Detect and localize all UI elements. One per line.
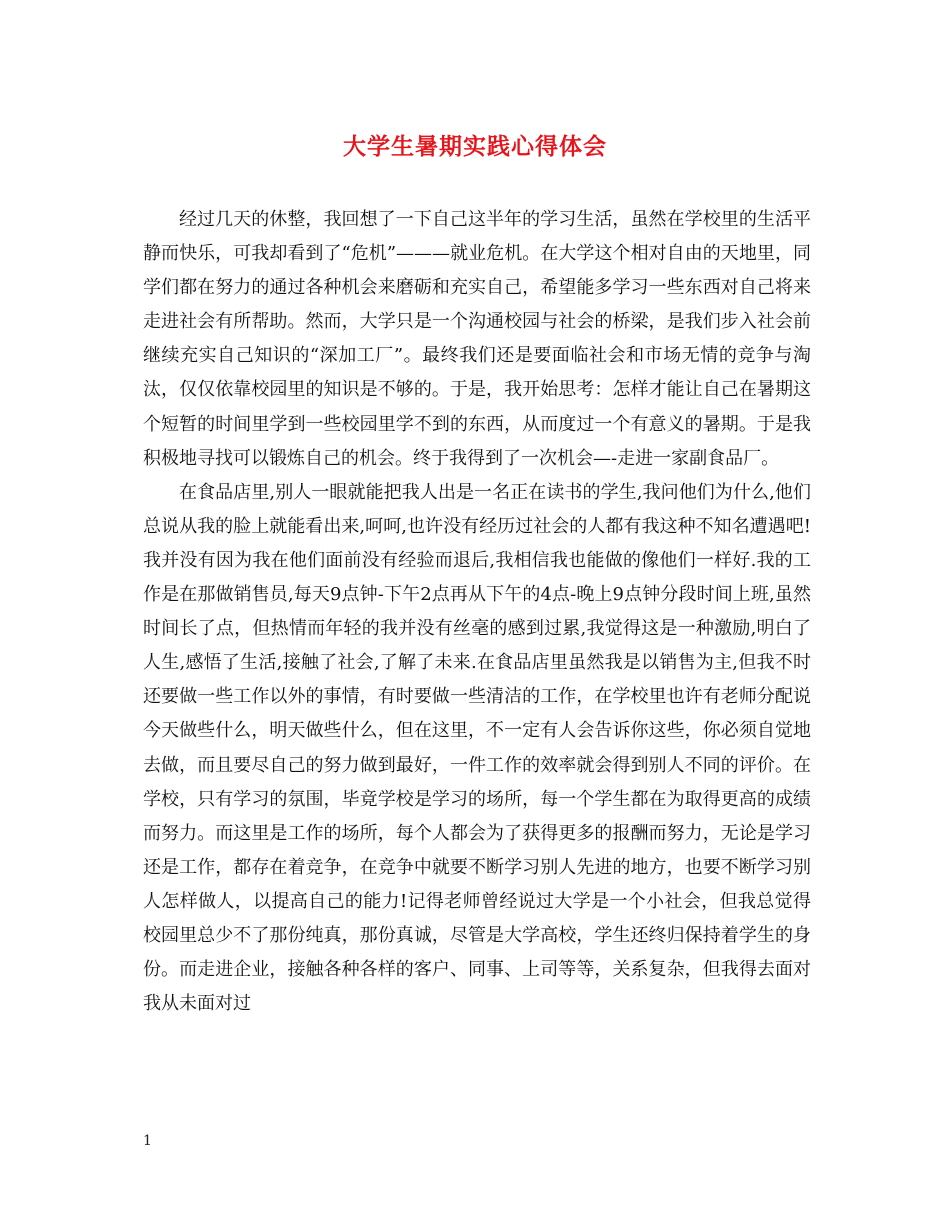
document-body xyxy=(143,203,811,1021)
paragraph-2: 在食品店里,别人一眼就能把我人出是一名正在读书的学生,我问他们为什么,他们总说从我的脸上就能看出来,呵呵,也许没有经历过社会的人都有我这种不知名遭遇吧!我并没有因为我在他们面前没有经验而退后,我相信我也能做的像他们一样好.我的工作是在那做销售员,每天9点钟-下午2点再从下午的4点-晚上9点钟分段时间上班,虽然时间长了点，但热情而年轻的我并没有丝毫的感到过累,我觉得这是一种激励,明白了人生,感悟了生活,接触了社会,了解了未来.在食品店里虽然我是以销售为主,但我不时还要做一些工作以外的事情，有时要做一些清洁的工作，在学校里也许有老师分配说今天做些什么，明天做些什么，但在这里，不一定有人会告诉你这些，你必须自觉地去做，而且要尽自己的努力做到最好，一件工作的效率就会得到别人不同的评价。在学校，只有学习的氛围，毕竟学校是学习的场所，每一个学生都在为取得更高的成绩而努力。而这里是工作的场所，每个人都会为了获得更多的报酬而努力，无论是学习还是工作，都存在着竞争，在竞争中就要不断学习别人先进的地方，也要不断学习别人怎样做人，以提高自己的能力!记得老师曾经说过大学是一个小社会，但我总觉得校园里总少不了那份纯真，那份真诚，尽管是大学高校，学生还终归保持着学生的身份。而走进企业，接触各种各样的客户、同事、上司等等，关系复杂，但我得去面对我从未面对过 xyxy=(143,481,811,1015)
paragraph-1: 经过几天的休整，我回想了一下自己这半年的学习生活，虽然在学校里的生活平静而快乐，可我却看到了“危机”———就业危机。在大学这个相对自由的天地里，同学们都在努力的通过各种机会来磨砺和充实自己，希望能多学习一些东西对自己将来走进社会有所帮助。然而，大学只是一个沟通校园与社会的桥梁，是我们步入社会前继续充实自己知识的“深加工厂”。最终我们还是要面临社会和市场无情的竞争与淘汰，仅仅依靠校园里的知识是不够的。于是，我开始思考：怎样才能让自己在暑期这个短暂的时间里学到一些校园里学不到的东西，从而度过一个有意义的暑期。于是我积极地寻找可以锻炼自己的机会。终于我得到了一次机会—-走进一家副食品厂。 xyxy=(143,209,811,469)
document-title: 大学生暑期实践心得体会 xyxy=(343,133,607,160)
page-number: 1 xyxy=(143,1133,152,1149)
